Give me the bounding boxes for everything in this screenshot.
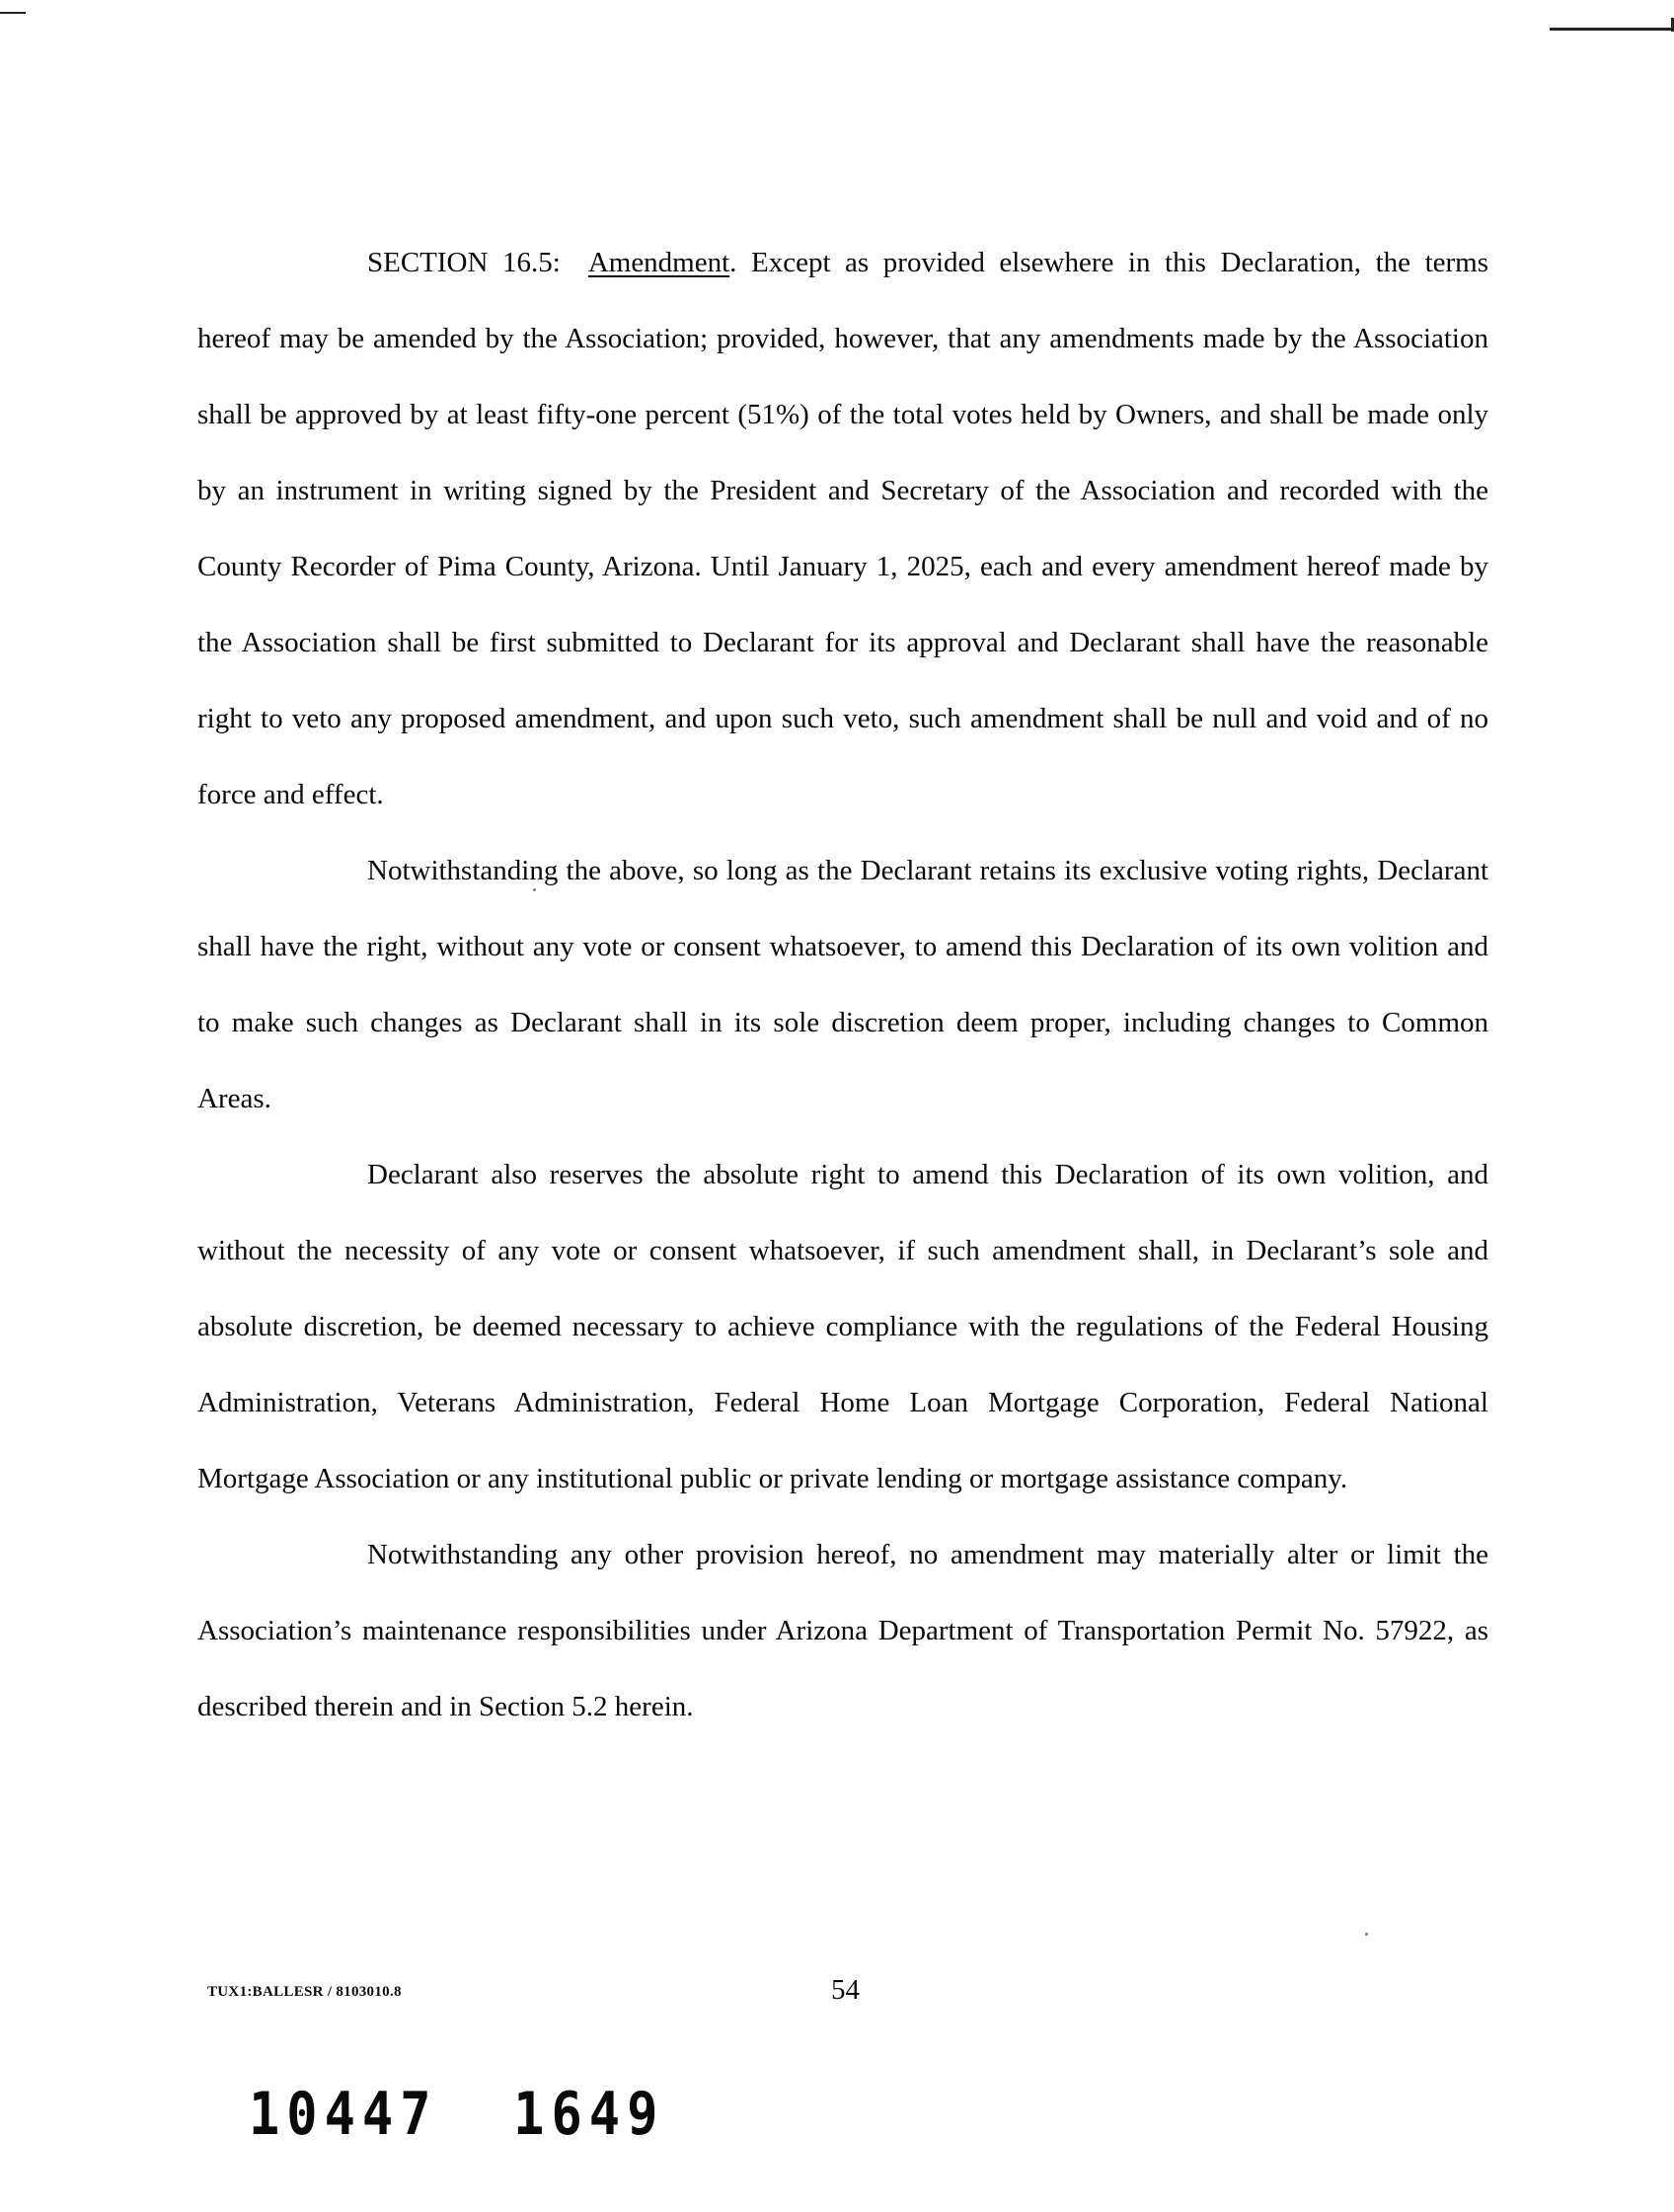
section-paragraph	[197, 225, 1488, 833]
section-label: SECTION 16.5:	[367, 247, 561, 278]
document-reference: TUX1:BALLESR / 8103010.8	[207, 1984, 402, 2000]
scan-speck	[1365, 1933, 1368, 1936]
paragraph-absolute-right-to-amend: Declarant also reserves the absolute right to amend this Declaration of its own volition, and without the necessity of any vote or consent whatsoever, if such amendment shall, in Declarant’s sole and absolute discretion, be deemed necessary to achieve compliance with the regulations of the Federal Housing Administration, Veterans Administration, Federal Home Loan Mortgage Corporation, Federal National Mortgage Association or any institutional public or private lending or mortgage assistance company.	[197, 1159, 1488, 1494]
paragraph-declarant-voting-rights: Notwithstanding the above, so long as the Declarant retains its exclusive voting rights, Declarant shall have the right, without any vote or consent whatsoever, to amend this Declaration of its own volition and to make such changes as Declarant shall in its sole discretion deem proper, including changes to Common Areas.	[197, 855, 1488, 1114]
paragraph-maintenance-responsibilities: Notwithstanding any other provision hereof, no amendment may materially alter or limit the Association’s maintenance responsibilities under Arizona Department of Transportation Permit No. 57922, as described therein and in Section 5.2 herein.	[197, 1539, 1488, 1722]
section-heading: Amendment	[587, 247, 730, 278]
document-body	[197, 225, 1488, 1745]
section-paragraph-text: . Except as provided elsewhere in this Declaration, the terms hereof may be amended by the Association; provided, however, that any amendments made by the Association shall be approved by at least fifty-one percent (51%) of the total votes held by Owners, and shall be made only by an instrument in writing signed by the President and Secretary of the Association and recorded with the County Recorder of Pima County, Arizona. Until January 1, 2025, each and every amendment hereof made by the Association shall be first submitted to Declarant for its approval and Declarant shall have the reasonable right to veto any proposed amendment, and upon such veto, such amendment shall be null and void and of no force and effect.	[197, 247, 1488, 810]
scan-edge-mark-right	[1550, 28, 1674, 31]
page-number: 54	[831, 1974, 860, 2006]
recording-stamp: 10447 1649	[249, 2081, 665, 2149]
scan-edge-mark-left	[0, 12, 26, 14]
